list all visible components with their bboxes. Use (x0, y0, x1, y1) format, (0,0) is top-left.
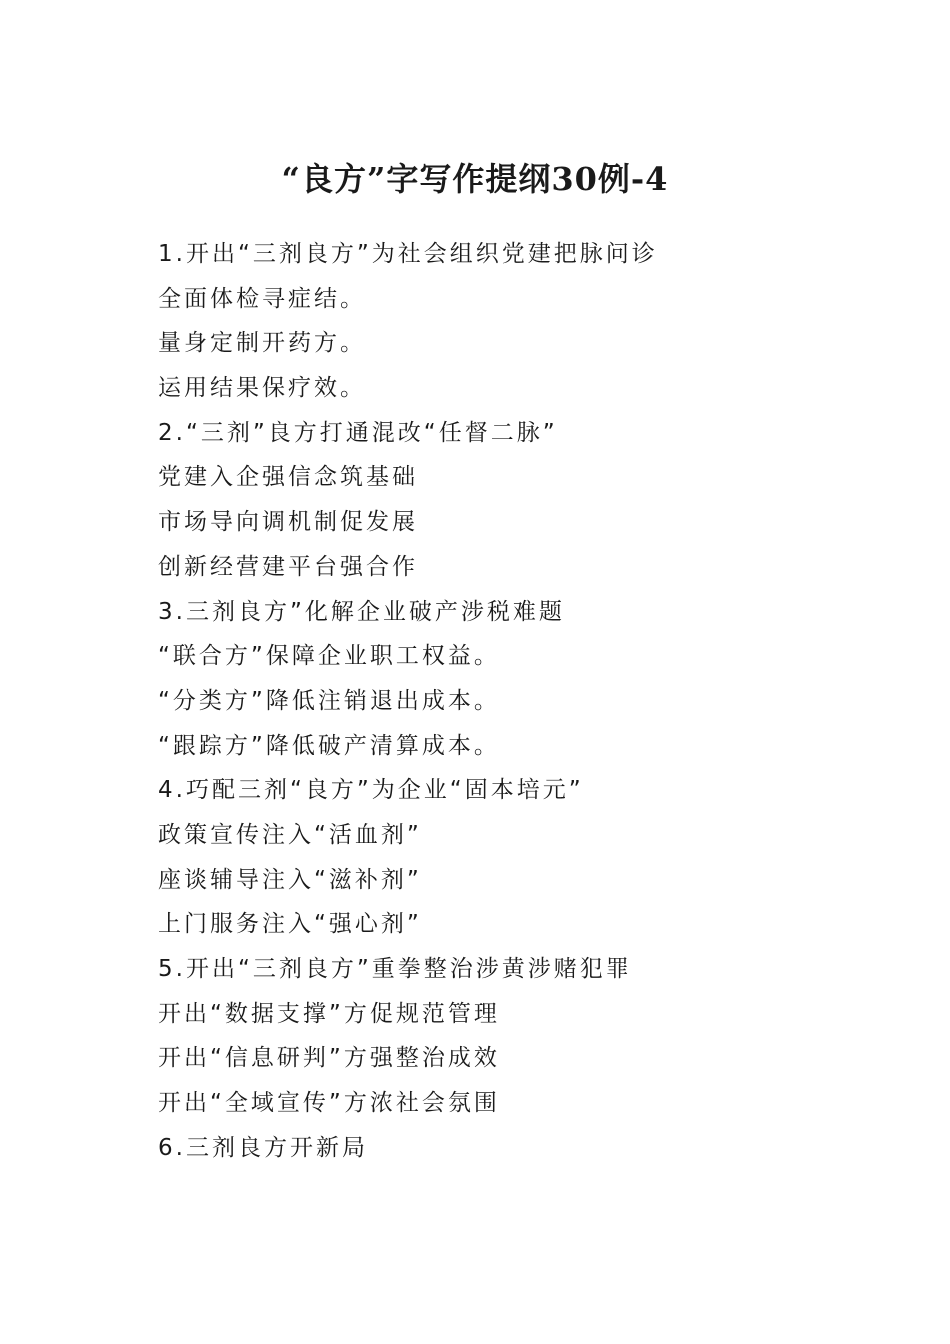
outline-item: 全面体检寻症结。 (158, 285, 366, 312)
outline-item: “联合方”保障企业职工权益。 (158, 643, 500, 670)
outline-list (158, 232, 798, 1170)
outline-heading-1: 1.开出“三剂良方”为社会组织党建把脉问诊 (158, 241, 658, 267)
outline-item: 量身定制开药方。 (158, 330, 366, 357)
outline-item: 开出“全域宣传”方浓社会氛围 (158, 1090, 500, 1117)
outline-heading-2: 2.“三剂”良方打通混改“任督二脉” (158, 419, 558, 446)
outline-item: “跟踪方”降低破产清算成本。 (158, 732, 500, 759)
outline-item: 政策宣传注入“活血剂” (158, 821, 422, 848)
outline-item: 党建入企强信念筑基础 (158, 464, 418, 491)
outline-item: 座谈辅导注入“滋补剂” (158, 866, 422, 893)
outline-item: 上门服务注入“强心剂” (158, 911, 422, 938)
outline-item: 开出“信息研判”方强整治成效 (158, 1045, 500, 1072)
outline-item: “分类方”降低注销退出成本。 (158, 687, 500, 714)
outline-heading-4: 4.巧配三剂“良方”为企业“固本培元” (158, 777, 584, 804)
outline-heading-5: 5.开出“三剂良方”重拳整治涉黄涉赌犯罪 (158, 956, 632, 982)
outline-item: 运用结果保疗效。 (158, 375, 366, 402)
outline-heading-3: 3.三剂良方”化解企业破产涉税难题 (158, 598, 565, 625)
outline-heading-6: 6.三剂良方开新局 (158, 1134, 368, 1161)
outline-item: 开出“数据支撑”方促规范管理 (158, 1000, 500, 1027)
outline-item: 创新经营建平台强合作 (158, 553, 418, 580)
document-title: “良方”字写作提纲30例-4 (281, 160, 669, 199)
outline-item: 市场导向调机制促发展 (158, 509, 418, 536)
